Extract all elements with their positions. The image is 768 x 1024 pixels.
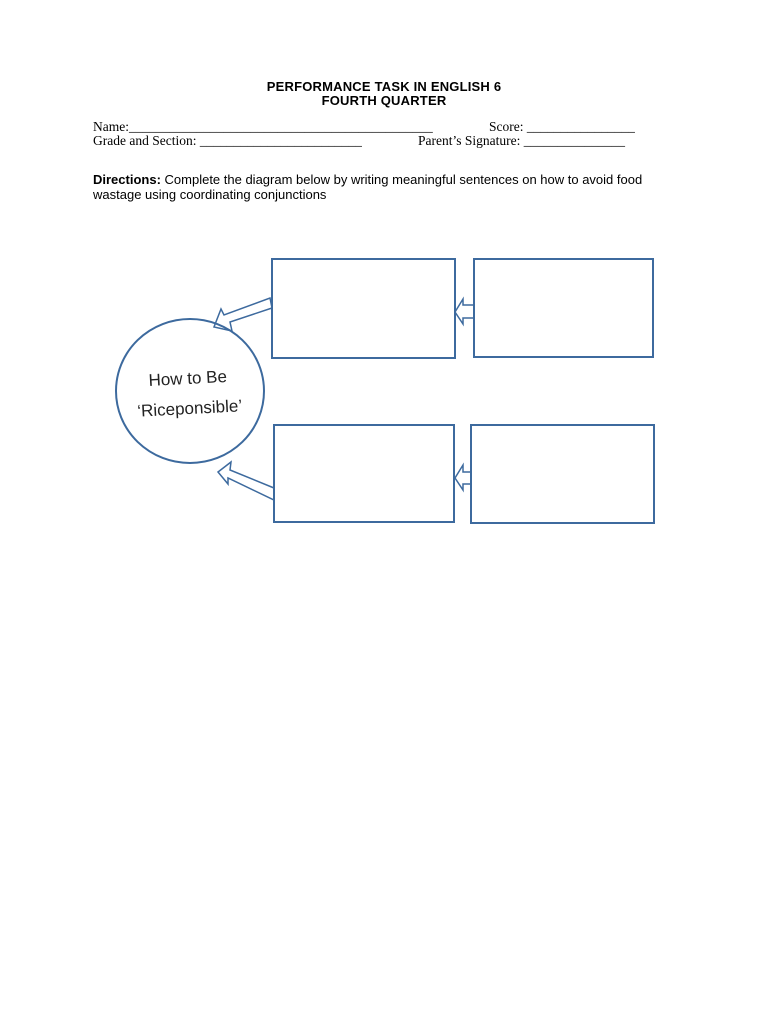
center-label-line1: How to Be bbox=[148, 366, 228, 391]
center-circle bbox=[116, 319, 264, 463]
center-label-line2: ‘Riceponsible’ bbox=[136, 396, 243, 421]
score-field[interactable]: Score: ________________ bbox=[489, 119, 635, 134]
page-title: PERFORMANCE TASK IN ENGLISH 6 bbox=[266, 79, 502, 94]
page-subtitle: FOURTH QUARTER bbox=[321, 93, 447, 108]
box-top-right[interactable] bbox=[474, 259, 653, 357]
arrow-top-right-to-left bbox=[455, 299, 474, 324]
parent-signature-field[interactable]: Parent’s Signature: _______________ bbox=[418, 133, 625, 148]
arrow-bottom-to-circle bbox=[218, 462, 274, 500]
arrow-bottom-right-to-left bbox=[455, 465, 471, 490]
box-top-left[interactable] bbox=[272, 259, 455, 358]
grade-section-field[interactable]: Grade and Section: ________________________ bbox=[93, 133, 362, 148]
directions-label: Directions: bbox=[93, 172, 161, 187]
box-bottom-left[interactable] bbox=[274, 425, 454, 522]
box-bottom-right[interactable] bbox=[471, 425, 654, 523]
name-field[interactable]: Name:_____________________________________________ bbox=[93, 119, 433, 134]
directions-text: Complete the diagram below by writing meaningful sentences on how to avoid food wastage using coordinating conjunctions bbox=[93, 172, 643, 202]
